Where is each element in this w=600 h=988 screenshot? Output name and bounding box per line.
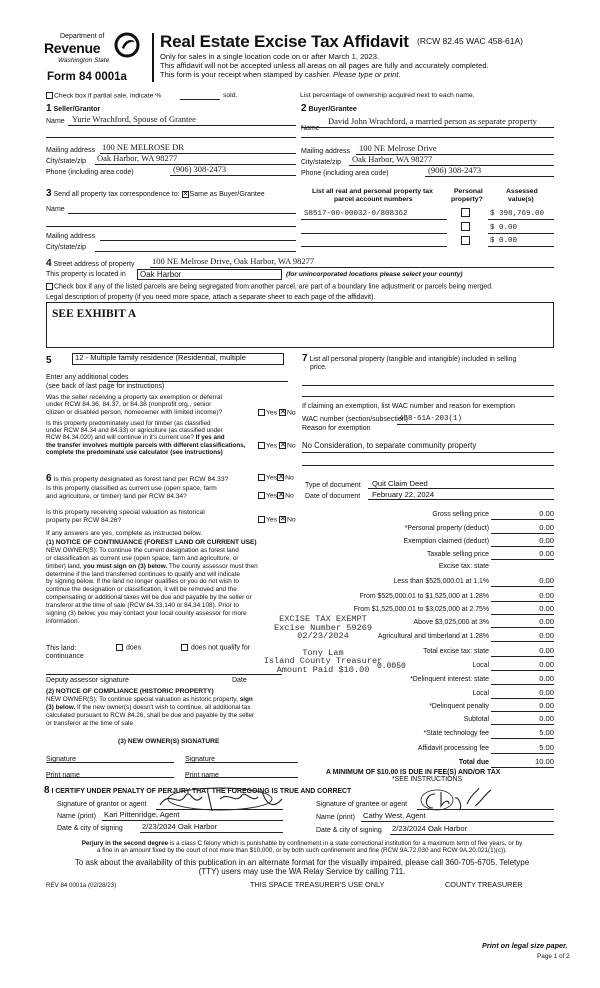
subtitle-3: This form is your receipt when stamped by cashier. Please type or print. — [160, 70, 401, 79]
minimum-note: A MINIMUM OF $10.00 IS DUE IN FEE(S) AND/OR TAX — [326, 769, 501, 776]
grantor-name[interactable]: Kari Pittenridge, Agent — [104, 810, 180, 819]
boundary-checkbox[interactable] — [46, 283, 53, 290]
tax-row-label: *Personal property (deduct) — [404, 525, 489, 532]
tax-row-label: Less than $525,000.01 at 1.1% — [393, 578, 489, 585]
grantee-date[interactable]: 2/23/2024 Oak Harbor — [392, 824, 468, 833]
partial-sale-checkbox[interactable] — [46, 92, 53, 99]
parcels-personal-2: property? — [451, 196, 483, 203]
q-exempt-answer: Yes ✕ No — [258, 409, 296, 417]
new-owner-print-label-1: Print name — [46, 772, 80, 779]
tax-row-line — [491, 641, 554, 642]
seller-heading: 1 Seller/Grantor — [46, 103, 101, 114]
q-timber-no[interactable] — [279, 442, 286, 449]
tax-row-label: *State technology fee — [423, 730, 489, 737]
tax-row-label: Gross selling price — [432, 511, 489, 518]
legal-description-box[interactable] — [46, 302, 554, 348]
tax-row-label: *Delinquent penalty — [429, 703, 489, 710]
tax-row-value[interactable]: 0.00 — [539, 660, 554, 669]
tax-row-label: Subtotal — [463, 716, 489, 723]
s3-city-label: City/state/zip — [46, 244, 87, 251]
new-owner-sig-label-1: Signature — [46, 756, 76, 763]
buyer-name[interactable]: David John Wrachford, a married person as separate property — [328, 116, 537, 126]
buyer-heading: 2 Buyer/Grantee — [301, 103, 357, 114]
dor-swirl-icon — [114, 32, 140, 58]
notice2-text: NEW OWNER(S): To continue special valuation as historic property, sign (3) below. If the new owner(s) doesn't wish to continue, all additional tax calculated pursuant to RCW 84.26, shall be due and payable by the seller or transferor at the time of sale — [46, 696, 255, 727]
land-does-not: does not qualify for — [181, 644, 250, 652]
tax-row-value[interactable]: 0.00 — [539, 701, 554, 710]
form-title: Real Estate Excise Tax Affidavit — [160, 32, 409, 51]
tax-row-label: Total due — [458, 759, 489, 766]
buyer-mailing-label: Mailing address — [301, 148, 351, 155]
street-address[interactable]: 100 NE Melrose Drive, Oak Harbor, WA 98277 — [152, 256, 315, 266]
tax-row-line — [491, 698, 554, 699]
tax-row-line — [491, 711, 554, 712]
tax-row-line — [491, 738, 554, 739]
section5-num: 5 — [46, 355, 52, 366]
tax-row-value[interactable]: 0.00 — [539, 631, 554, 640]
tax-row-value[interactable]: 0.00 — [539, 523, 554, 532]
q-current-no[interactable] — [277, 492, 284, 499]
parcel-personal-checkbox-2[interactable] — [461, 222, 471, 231]
q-historic-yes[interactable] — [258, 516, 265, 523]
exempt-reason[interactable]: No Consideration, to separate community property — [302, 441, 477, 450]
q-current-answer: Yes✕ No — [258, 492, 294, 500]
tax-row-value[interactable]: 0.00 — [539, 509, 554, 518]
parcel-personal-checkbox-1[interactable] — [461, 208, 471, 217]
tax-row-value[interactable]: 0.00 — [539, 688, 554, 697]
tax-row-line — [491, 656, 554, 657]
tax-row-line — [491, 586, 554, 587]
tax-row-value[interactable]: 0.00 — [539, 674, 554, 683]
notice1-text: NEW OWNER(S): To continue the current designation as forest land or classification as current use (open space, farm and agriculture, or timber) land, you must sign on (3) below. The county assessor must then determine if the land transferred continues to qualify and will indicate by signing below. If the land no longer qualifies or you do not wish to continue the designation or classification, it will be removed and the compensating or additional taxes will be due and payable by the seller or transferor at the time of sale (RCW 84.33.140 or 84.34.108). Prior to signing (3) below, you may contact your local county assessor for more information. — [46, 547, 258, 625]
q-timber: Is this property predominately used for timber (as classified under RCW 84.34 and 84.33) or agriculture (as classified under RCW 84.34.020) and will continue in it's current use? If yes and the transfer involves multiple parcels with different classifications, complete the predominate use calculator (see instructions) — [46, 420, 246, 456]
parcels-assessed-1: Assessed — [506, 188, 538, 195]
tax-row-line — [491, 546, 554, 547]
section7-text: 7 List all personal property (tangible and intangible) included in selling price. — [302, 353, 517, 371]
deputy-label: Deputy assessor signature — [46, 677, 129, 684]
parcel-personal-checkbox-3[interactable] — [461, 236, 471, 245]
tax-row-label: Local — [472, 690, 489, 697]
tax-row-value[interactable]: 0.00 — [539, 576, 554, 585]
dept-line3: Washington State — [58, 57, 110, 64]
tax-row-label: Affidavit processing fee — [417, 745, 489, 752]
grantee-signature[interactable] — [415, 784, 495, 814]
use-code-select[interactable]: 12 - Multiple family residence (Residential, multiple — [72, 353, 284, 365]
tax-row-line — [491, 614, 554, 615]
seller-mailing[interactable]: 100 NE MELROSE DR — [102, 142, 184, 152]
tax-row-value[interactable]: 0.00 — [539, 549, 554, 558]
local-rate: 0.0050 — [377, 662, 406, 671]
q-exempt-no[interactable] — [279, 409, 286, 416]
q-exempt-yes[interactable] — [258, 409, 265, 416]
tax-row-label: Exemption claimed (deduct) — [403, 538, 489, 545]
tax-row-line — [491, 559, 554, 560]
seller-mailing-label: Mailing address — [46, 147, 96, 154]
q-current-yes[interactable] — [258, 492, 265, 499]
seller-phone[interactable]: (906) 308-2473 — [173, 164, 227, 174]
buyer-mailing[interactable]: 100 NE Melrose Drive — [359, 143, 437, 153]
q-exempt: Was the seller receiving a property tax exemption or deferral under RCW 84.36, 84.37, or 84.38 (nonprofit org., senior citizen or disabled person, homeowner with limited income)? — [46, 394, 223, 416]
tax-row-label: Agricultural and timberland at 1.28% — [377, 633, 489, 640]
wac-number[interactable]: 458-61A-203(1) — [399, 415, 463, 423]
new-owner-sig-label-2: Signature — [185, 756, 215, 763]
rev-number: REV 84 0001a (02/28/23) — [46, 882, 117, 889]
tax-row-label: Total excise tax: state — [423, 648, 489, 655]
located-label: This property is located in — [46, 271, 126, 278]
doc-type[interactable]: Quit Claim Deed — [372, 479, 428, 488]
tax-row-line — [491, 627, 554, 628]
legal-paper: Print on legal size paper. — [482, 941, 568, 950]
boundary-row: Check box if any of the listed parcels are being segregated from another parcel, are part of a boundary line adjustment or parcels being merged. — [46, 283, 493, 291]
located-select[interactable]: Oak Harbor — [137, 269, 282, 280]
parcel-value-1[interactable]: $ 398,769.00 — [490, 210, 545, 218]
same-as-buyer-checkbox[interactable] — [182, 191, 189, 198]
county-treasurer: COUNTY TREASURER — [445, 880, 523, 889]
grantor-sig-label: Signature of grantor or agent — [57, 801, 147, 808]
tax-row-value[interactable]: 5.00 — [539, 743, 554, 752]
dor-logo — [44, 33, 140, 71]
wac-label: WAC number (section/subsection) — [302, 416, 408, 423]
land-label: This land: — [46, 645, 77, 652]
grantor-date-label: Date & city of signing — [57, 825, 123, 832]
land-does-checkbox[interactable] — [116, 644, 123, 651]
reason-label: Reason for exemption — [302, 425, 371, 432]
q-forest-no[interactable] — [277, 474, 284, 481]
parcels-header-1: List all real and personal property tax — [312, 188, 433, 195]
q-timber-answer: Yes ✕ No — [258, 442, 296, 450]
section3-heading: 3 Send all property tax correspondence to: ✕ Same as Buyer/Grantee — [46, 188, 265, 200]
q-current: Is this property classified as current use (open space, farm and agriculture, or timber) land per RCW 84.34? — [46, 485, 217, 500]
tax-row-line — [491, 533, 554, 534]
tax-row-line — [491, 753, 554, 754]
availability-text: To ask about the availability of this publication in an alternate format for the visually impaired, please call 360-705-6705. Teletype (TTY) users may use the WA Relay Service by calling 711. — [74, 858, 530, 876]
parcels-header-2: parcel account numbers — [334, 196, 413, 203]
legal-description: SEE EXHIBIT A — [52, 308, 137, 320]
seller-name-label: Name — [46, 118, 65, 125]
subtitle-1: Only for sales in a single location code on or after March 1, 2023. — [160, 52, 380, 61]
buyer-phone[interactable]: (906) 308-2473 — [428, 165, 482, 175]
q-forest-answer: Yes✕ No — [258, 474, 294, 482]
page-number: Page 1 of 2 — [537, 953, 570, 960]
notice3-title: (3) NEW OWNER(S) SIGNATURE — [118, 738, 220, 745]
seller-name[interactable]: Yurie Wrachford, Spouse of Grantee — [72, 114, 196, 124]
buyer-city-label: City/state/zip — [301, 159, 342, 166]
grantee-sig-label: Signature of grantee or agent — [316, 801, 408, 808]
grantee-name[interactable]: Cathy West, Agent — [363, 811, 426, 820]
section8-heading: 8 I CERTIFY UNDER PENALTY OF PERJURY THAT THE FOREGOING IS TRUE AND CORRECT — [44, 785, 352, 796]
tax-row-value[interactable]: 0.00 — [539, 646, 554, 655]
parcels-personal-1: Personal — [454, 188, 483, 195]
q-historic-answer: Yes ✕ No — [258, 516, 296, 524]
q-forest: 6 Is this property designated as forest land per RCW 84.33? — [46, 473, 229, 484]
tax-row-line — [491, 684, 554, 685]
notice2-title: (2) NOTICE OF COMPLIANCE (HISTORIC PROPERTY) — [46, 688, 214, 695]
partial-sale-row: Check box if partial sale, indicate % — [46, 92, 161, 100]
s3-mailing-label: Mailing address — [46, 233, 96, 240]
notice1-title: (1) NOTICE OF CONTINUANCE (FOREST LAND OR CURRENT USE) — [46, 539, 257, 546]
doc-date-label: Date of document — [305, 493, 361, 500]
new-owner-print-label-2: Print name — [185, 772, 219, 779]
grantee-name-label: Name (print) — [316, 814, 355, 821]
treasurer-stamp: EXCISE TAX EXEMPT Excise Number 59269 02/23/2024 Tony Lam Island County Treasurer Amount Paid $10.00 — [263, 614, 383, 675]
if-yes: If any answers are yes, complete as instructed below. — [46, 530, 203, 537]
parcel-value-3[interactable]: $ 0.00 — [490, 237, 518, 245]
tax-row-line — [491, 519, 554, 520]
tax-row-value[interactable]: 5.00 — [539, 728, 554, 737]
grantor-name-label: Name (print) — [57, 813, 96, 820]
tax-row-label: From $1,525,000.01 to $3,025,000 at 2.75% — [353, 606, 489, 613]
q-timber-yes[interactable] — [258, 442, 265, 449]
land-does-not-checkbox[interactable] — [181, 644, 188, 651]
tax-row-value[interactable]: 10.00 — [534, 757, 554, 766]
ownership-note: List percentage of ownership acquired next to each name. — [300, 92, 475, 99]
codes-note: (see back of last page for instructions) — [46, 383, 165, 390]
perjury-text: Perjury in the second degree is a class C felony which is punishable by confinement in a state correctional institution for a maximum term of five years, or by a fine in an amount fixed by the court of not more than $10,000, or by both such confinement and fine (RCW 9A.72.030 and RCW 9A.20.021(1)(c)). — [81, 840, 523, 855]
q-historic: Is this property receiving special valuation as historical property per RCW 84.26? — [46, 509, 205, 524]
form-number: Form 84 0001a — [47, 71, 127, 83]
subtitle-2: This affidavit will not be accepted unless all areas on all pages are fully and accurately completed. — [160, 61, 489, 70]
doc-date[interactable]: February 22, 2024 — [372, 490, 435, 499]
tax-row-line — [491, 601, 554, 602]
header-divider — [152, 33, 154, 82]
form-rcw: (RCW 82.45 WAC 458-61A) — [417, 36, 523, 46]
tax-row-line — [491, 670, 554, 671]
located-note: (for unincorporated locations please select your county) — [286, 271, 463, 278]
seller-phone-label: Phone (including area code) — [46, 169, 134, 176]
tax-row-value[interactable]: 0.00 — [539, 604, 554, 613]
tax-row-label: Above $3,025,000 at 3% — [413, 619, 489, 626]
tax-row-label: From $525,000.01 to $1,525,000 at 1.28% — [359, 593, 489, 600]
doc-type-label: Type of document — [305, 482, 361, 489]
seller-city[interactable]: Oak Harbor, WA 98277 — [97, 153, 178, 163]
partial-sale-sold: sold. — [223, 92, 238, 99]
tax-row-line — [491, 724, 554, 725]
tax-row-label: *Delinquent interest: state — [410, 676, 489, 683]
street-label: 4 Street address of property — [46, 258, 135, 269]
tax-row-value[interactable]: 0.00 — [539, 591, 554, 600]
seller-city-label: City/state/zip — [46, 158, 87, 165]
dept-line2: Revenue — [44, 40, 101, 56]
treasurer-use: THIS SPACE TREASURER'S USE ONLY — [250, 880, 385, 889]
deputy-date-label: Date — [232, 677, 247, 684]
grantee-date-label: Date & city of signing — [316, 827, 382, 834]
q-forest-yes[interactable] — [258, 474, 265, 481]
tax-row-value[interactable]: 0.00 — [539, 617, 554, 626]
tax-row-label: Local — [472, 662, 489, 669]
buyer-phone-label: Phone (including area code) — [301, 170, 389, 177]
grantor-date[interactable]: 2/23/2024 Oak Harbor — [142, 822, 218, 831]
exempt-label: If claiming an exemption, list WAC number and reason for exemption — [302, 403, 515, 410]
legal-label: Legal description of property (if you need more space, attach a separate sheet to each page of the affidavit). — [46, 294, 376, 301]
tax-row-value[interactable]: 0.00 — [539, 536, 554, 545]
q-historic-no[interactable] — [279, 516, 286, 523]
partial-sale-pct-line[interactable] — [180, 99, 220, 100]
buyer-name-label: Name — [301, 125, 320, 132]
s3-name-label: Name — [46, 206, 65, 213]
continuance-label: continuance — [46, 653, 84, 660]
tax-row-label: Taxable selling price — [426, 551, 489, 558]
tax-row-value[interactable]: 0.00 — [539, 714, 554, 723]
dept-line1: Department of — [60, 33, 105, 40]
tax-row-line — [491, 767, 554, 768]
parcels-assessed-2: value(s) — [508, 196, 534, 203]
tax-row-label: Excise tax: state — [438, 563, 489, 570]
land-does: does — [116, 644, 141, 652]
parcel-value-2[interactable]: $ 0.00 — [490, 224, 518, 232]
codes-label: Enter any additional codes — [46, 374, 129, 381]
buyer-city[interactable]: Oak Harbor, WA 98277 — [352, 154, 433, 164]
parcel-number-1[interactable]: S8517-00-00032-0/808362 — [304, 210, 408, 218]
minimum-note-2: *SEE INSTRUCTIONS — [392, 776, 463, 783]
